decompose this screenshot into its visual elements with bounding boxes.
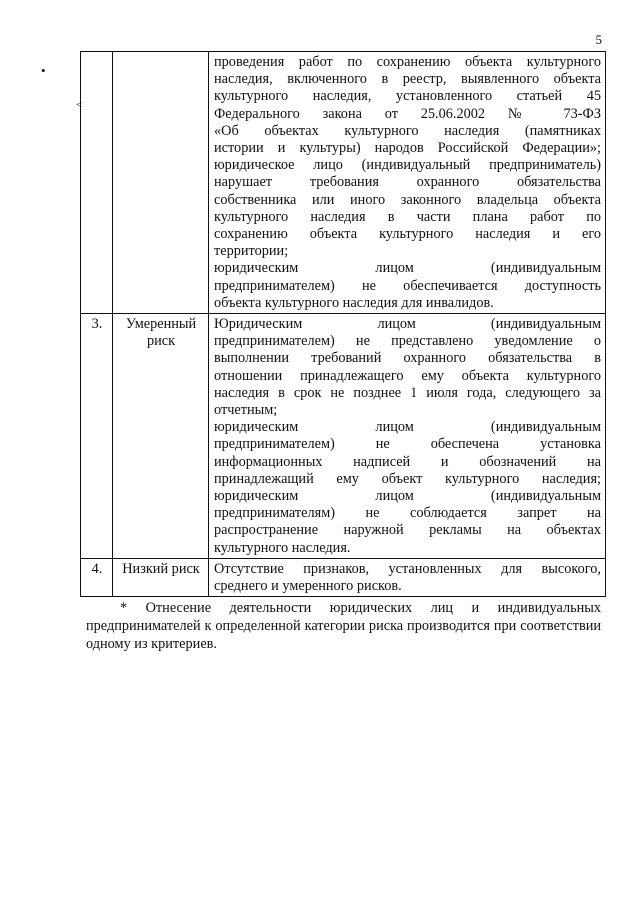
criteria-line: предпринимателем) не обеспечивается доступность [214,277,601,294]
table-row [81,558,606,596]
row-number: 3. [81,314,113,559]
criteria-line: среднего и умеренного рисков. [214,578,402,595]
criteria-line: выполнении требований охранного обязательства в [214,350,601,367]
criteria-line: Федерального закона от 25.06.2002 № 73-ФЗ [214,105,601,122]
page-number: 5 [595,32,602,47]
criteria-line: истории и культуры) народов Российской Федерации»; [214,140,601,157]
criteria-line: юридическое лицо (индивидуальный предприниматель) [214,157,601,174]
risk-criteria [209,314,606,559]
criteria-line: проведения работ по сохранению объекта культурного [214,54,601,70]
row-number [81,52,113,314]
margin-dot-mark: • [41,63,46,78]
risk-category: Низкий риск [113,558,209,596]
criteria-line: собственника или иного законного владельца объекта [214,191,601,208]
criteria-line: информационных надписей и обозначений на [214,453,601,470]
row-number: 4. [81,558,113,596]
risk-criteria [209,558,606,596]
table-row [81,52,606,314]
criteria-line: культурного наследия. [214,539,351,556]
criteria-line: «Об объектах культурного наследия (памятниках [214,122,601,139]
criteria-line: юридическим лицом (индивидуальным [214,260,601,277]
criteria-line: культурного наследия, установленного статьей 45 [214,88,601,105]
criteria-line: предпринимателям) не соблюдается запрет на [214,505,601,522]
criteria-line: отношении принадлежащего ему объекта культурного [214,367,601,384]
criteria-line: объекта культурного наследия для инвалидов. [214,294,494,311]
criteria-line: юридическим лицом (индивидуальным [214,419,601,436]
risk-criteria-table [80,51,606,597]
margin-tick-mark: ˂ [76,99,83,111]
footnote-text: * Отнесение деятельности юридических лиц и индивидуальных предпринимателей к определенной категории риска производится при соответствии одному из критериев. [86,600,601,652]
criteria-line: отчетным; [214,402,278,419]
risk-category [113,52,209,314]
criteria-line: нарушает требования охранного обязательства [214,174,601,191]
criteria-line: распространение наружной рекламы на объектах [214,522,601,539]
risk-category: Умеренный риск [113,314,209,559]
criteria-line: юридическим лицом (индивидуальным [214,488,601,505]
criteria-line: Отсутствие признаков, установленных для высокого, [214,560,601,577]
criteria-line: сохранению объекта культурного наследия и его [214,226,601,243]
criteria-line: предпринимателем) не обеспечена установка [214,436,601,453]
criteria-line: наследия в срок не позднее 1 июля года, следующего за [214,384,601,401]
table-body [81,52,606,597]
criteria-line: культурного наследия в части плана работ по [214,208,601,225]
criteria-line: Юридическим лицом (индивидуальным [214,316,601,333]
criteria-line: предпринимателем) не представлено уведомление о [214,333,601,350]
criteria-line: принадлежащий ему объект культурного наследия; [214,470,601,487]
footnote [86,599,601,653]
table-row [81,314,606,559]
risk-criteria [209,52,606,314]
criteria-line: территории; [214,243,289,260]
criteria-line: наследия, включенного в реестр, выявленного объекта [214,71,601,88]
